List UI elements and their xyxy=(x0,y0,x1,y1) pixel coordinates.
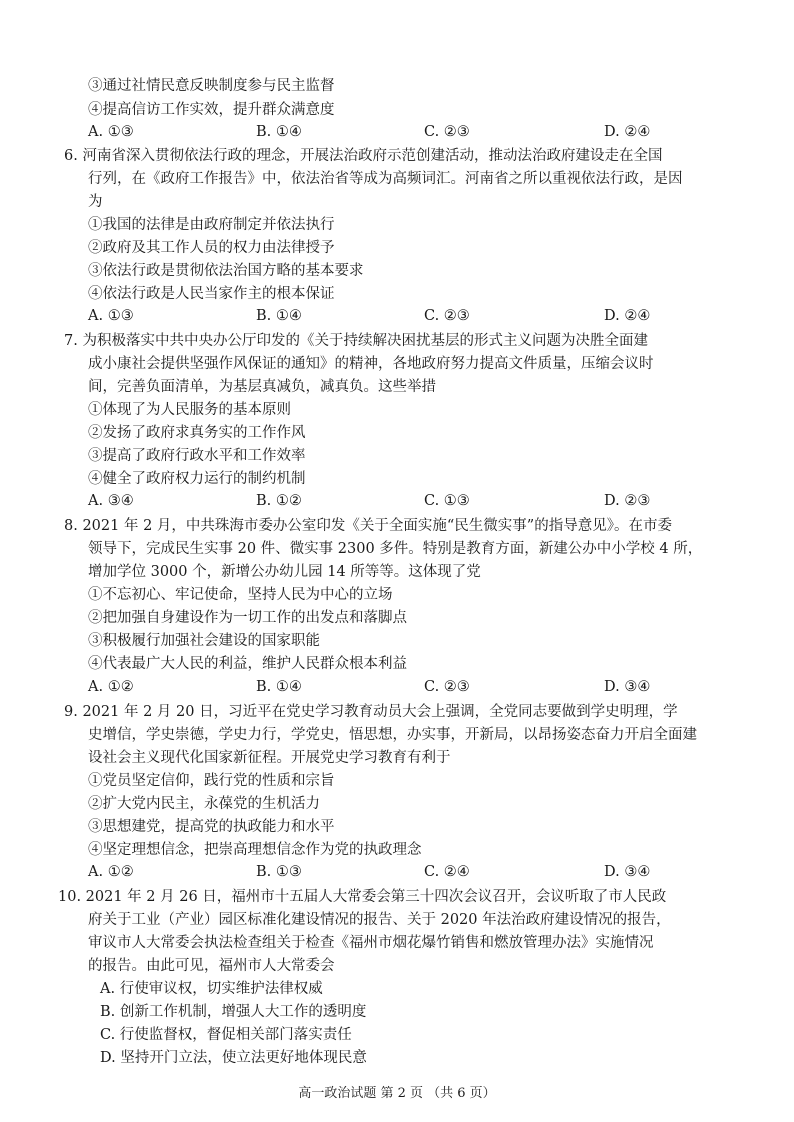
q9-statement-3: ③思想建党，提高党的执政能力和水平 xyxy=(88,819,335,835)
q10-choice-d: D. 坚持开门立法，使立法更好地体现民意 xyxy=(100,1050,367,1066)
q5-statement-4: ④提高信访工作实效，提升群众满意度 xyxy=(88,102,335,118)
q8-statement-1: ①不忘初心、牢记使命，坚持人民为中心的立场 xyxy=(88,587,393,603)
q6-statement-2: ②政府及其工作人员的权力由法律授予 xyxy=(88,240,335,256)
q10-choice-a: A. 行使审议权，切实维护法律权威 xyxy=(100,981,323,997)
q6-statement-4: ④依法行政是人民当家作主的根本保证 xyxy=(88,286,335,302)
q6-stem-line-1: 6. 河南省深入贯彻依法行政的理念，开展法治政府示范创建活动，推动法治政府建设走在全国 xyxy=(64,148,663,164)
q8-stem-line-3: 增加学位 3000 个，新增公办幼儿园 14 所等等。这体现了党 xyxy=(88,564,481,580)
q7-option-d: D. ②③ xyxy=(604,493,651,509)
q7-statement-1: ①体现了为人民服务的基本原则 xyxy=(88,402,291,418)
q7-stem-line-1: 7. 为积极落实中共中央办公厅印发的《关于持续解决困扰基层的形式主义问题为决胜全面建 xyxy=(64,333,648,349)
q8-statement-3: ③积极履行加强社会建设的国家职能 xyxy=(88,633,320,649)
q10-stem-line-1: 10. 2021 年 2 月 26 日，福州市十五届人大常委会第三十四次会议召开，会议听取了市人民政 xyxy=(58,889,667,905)
q8-stem-line-1: 8. 2021 年 2 月，中共珠海市委办公室印发《关于全面实施“民生微实事”的指导意见》。在市委 xyxy=(64,518,672,534)
q7-statement-3: ③提高了政府行政水平和工作效率 xyxy=(88,448,306,464)
q10-choice-c-visible: C. 行使监督权，督促相关部门落实责任 xyxy=(100,1027,352,1043)
q9-option-d: D. ③④ xyxy=(604,864,651,880)
q9-stem-line-2: 史增信，学史崇德，学史力行，学党史，悟思想，办实事，开新局，以昂扬姿态奋力开启全面建 xyxy=(88,727,697,743)
q5-statement-3: ③通过社情民意反映制度参与民主监督 xyxy=(88,78,335,94)
q7-option-a: A. ③④ xyxy=(88,493,134,509)
q6-option-d: D. ②④ xyxy=(604,308,651,324)
q9-statement-2: ②扩大党内民主，永葆党的生机活力 xyxy=(88,796,320,812)
q9-stem-line-3: 设社会主义现代化国家新征程。开展党史学习教育有利于 xyxy=(88,750,451,766)
q8-statement-4: ④代表最广大人民的利益，维护人民群众根本利益 xyxy=(88,656,407,672)
q8-option-a: A. ①② xyxy=(88,679,134,695)
q10-stem-line-4: 的报告。由此可见，福州市人大常委会 xyxy=(88,958,335,974)
q8-option-d: D. ③④ xyxy=(604,679,651,695)
q8-stem-line-2: 领导下，完成民生实事 20 件、微实事 2300 多件。特别是教育方面，新建公办中小学校 4 所， xyxy=(88,541,703,557)
q6-stem-line-2: 行列，在《政府工作报告》中，依法治省等成为高频词汇。河南省之所以重视依法行政，是因 xyxy=(88,171,683,187)
q6-option-b: B. ①④ xyxy=(256,308,302,324)
q7-option-c: C. ①③ xyxy=(424,493,470,509)
q7-stem-line-3: 间，完善负面清单，为基层真减负，减真负。这些举措 xyxy=(88,379,436,395)
q5-option-a: A. ①③ xyxy=(88,124,134,140)
q5-option-d: D. ②④ xyxy=(604,124,651,140)
q10-stem-line-3: 审议市人大常委会执法检查组关于检查《福州市烟花爆竹销售和燃放管理办法》实施情况 xyxy=(88,935,654,951)
q10-stem-line-2: 府关于工业（产业）园区标准化建设情况的报告、关于 2020 年法治政府建设情况的报告， xyxy=(88,912,671,928)
q9-statement-1: ①党员坚定信仰，践行党的性质和宗旨 xyxy=(88,773,335,789)
q8-option-c: C. ②③ xyxy=(424,679,470,695)
q6-option-a: A. ①③ xyxy=(88,308,134,324)
q5-option-b: B. ①④ xyxy=(256,124,302,140)
page-footer: 高一政治试题 第 2 页 （共 6 页） xyxy=(298,1086,496,1101)
q9-option-a: A. ①② xyxy=(88,864,134,880)
q6-stem-line-3: 为 xyxy=(88,194,103,210)
q7-option-b: B. ①② xyxy=(256,493,302,509)
q6-statement-1: ①我国的法律是由政府制定并依法执行 xyxy=(88,217,335,233)
q7-stem-line-2: 成小康社会提供坚强作风保证的通知》的精神，各地政府努力提高文件质量，压缩会议时 xyxy=(88,356,654,372)
q8-statement-2: ②把加强自身建设作为一切工作的出发点和落脚点 xyxy=(88,610,407,626)
q7-statement-4: ④健全了政府权力运行的制约机制 xyxy=(88,471,306,487)
q9-option-b: B. ①③ xyxy=(256,864,302,880)
q9-statement-4: ④坚定理想信念，把崇高理想信念作为党的执政理念 xyxy=(88,842,422,858)
q6-statement-3: ③依法行政是贯彻依法治国方略的基本要求 xyxy=(88,263,364,279)
q9-stem-line-1: 9. 2021 年 2 月 20 日，习近平在党史学习教育动员大会上强调，全党同志要做到学史明理，学 xyxy=(64,704,678,720)
q8-option-b: B. ①④ xyxy=(256,679,302,695)
q5-option-c: C. ②③ xyxy=(424,124,470,140)
q7-statement-2: ②发扬了政府求真务实的工作作风 xyxy=(88,425,306,441)
q9-option-c: C. ②④ xyxy=(424,864,470,880)
q6-option-c: C. ②③ xyxy=(424,308,470,324)
q10-choice-b: B. 创新工作机制，增强人大工作的透明度 xyxy=(100,1004,367,1020)
